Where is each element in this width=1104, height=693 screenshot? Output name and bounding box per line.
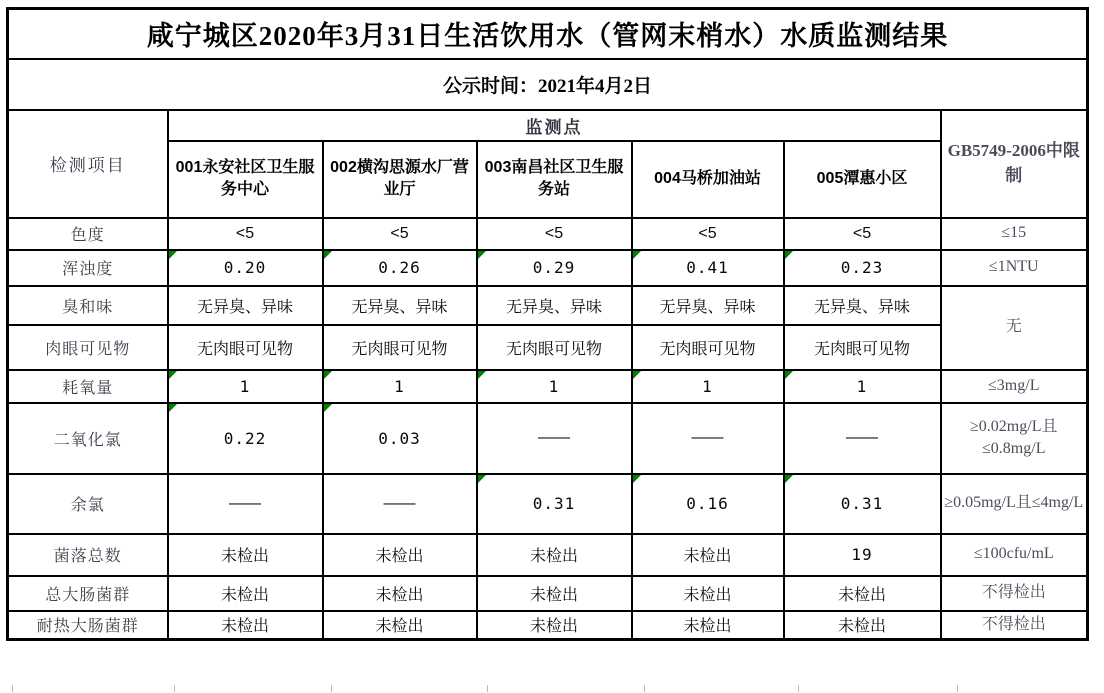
site-header-1: 001永安社区卫生服务中心 (168, 141, 323, 218)
value-cell: 0.22 (168, 403, 323, 474)
value-cell: 0.31 (784, 474, 941, 534)
value-cell: —— (784, 403, 941, 474)
site-header-2: 002横沟思源水厂营业厅 (323, 141, 477, 218)
limit-cell: ≤15 (941, 218, 1088, 250)
value-cell: 无肉眼可见物 (632, 325, 784, 370)
table-row (8, 611, 1088, 640)
cell-corner-triangle-icon (633, 251, 641, 259)
value-cell: 无异臭、异味 (784, 286, 941, 325)
value-cell: <5 (477, 218, 632, 250)
subtitle-row (8, 59, 1088, 110)
table-row (8, 534, 1088, 576)
table-row (8, 250, 1088, 286)
row-label: 耗氧量 (8, 370, 168, 403)
water-quality-report-sheet (6, 7, 1089, 641)
monitoring-points-header: 监测点 (168, 110, 941, 141)
value-cell: 无异臭、异味 (168, 286, 323, 325)
cell-corner-triangle-icon (324, 371, 332, 379)
cell-corner-triangle-icon (785, 475, 793, 483)
cell-corner-triangle-icon (633, 371, 641, 379)
cell-corner-triangle-icon (478, 371, 486, 379)
table-row (8, 325, 1088, 370)
table-row (8, 218, 1088, 250)
cell-corner-triangle-icon (169, 251, 177, 259)
value-cell: 未检出 (632, 611, 784, 640)
value-cell: 1 (323, 370, 477, 403)
value-cell: 未检出 (168, 534, 323, 576)
value-cell: 1 (477, 370, 632, 403)
title-row (8, 9, 1088, 59)
publish-time-label: 公示时间：2021年4月2日 (8, 59, 1088, 110)
table-row (8, 403, 1088, 474)
site-header-5: 005潭惠小区 (784, 141, 941, 218)
cell-corner-triangle-icon (785, 251, 793, 259)
row-label: 浑浊度 (8, 250, 168, 286)
value-cell: 1 (168, 370, 323, 403)
row-label: 总大肠菌群 (8, 576, 168, 611)
table-row (8, 370, 1088, 403)
row-label: 色度 (8, 218, 168, 250)
value-cell: 1 (784, 370, 941, 403)
value-cell: 未检出 (784, 611, 941, 640)
cell-corner-triangle-icon (324, 404, 332, 412)
value-cell: 未检出 (323, 534, 477, 576)
row-label: 肉眼可见物 (8, 325, 168, 370)
limit-cell: ≤3mg/L (941, 370, 1088, 403)
table-row (8, 474, 1088, 534)
page-title: 咸宁城区2020年3月31日生活饮用水（管网末梢水）水质监测结果 (8, 9, 1088, 59)
cell-corner-triangle-icon (169, 404, 177, 412)
corner-header: 检测项目 (8, 110, 168, 218)
value-cell: <5 (323, 218, 477, 250)
value-cell: 未检出 (632, 534, 784, 576)
value-cell: <5 (784, 218, 941, 250)
value-cell: 未检出 (323, 576, 477, 611)
value-cell: 0.23 (784, 250, 941, 286)
value-cell: 无肉眼可见物 (477, 325, 632, 370)
value-cell: 未检出 (168, 576, 323, 611)
value-cell: 0.16 (632, 474, 784, 534)
limit-cell: 不得检出 (941, 576, 1088, 611)
header-row-group (8, 110, 1088, 141)
row-label: 余氯 (8, 474, 168, 534)
value-cell: 未检出 (477, 534, 632, 576)
cell-corner-triangle-icon (478, 475, 486, 483)
value-cell: 1 (632, 370, 784, 403)
header-row-sites (8, 141, 1088, 218)
row-label: 二氧化氯 (8, 403, 168, 474)
limit-cell: ≤100cfu/mL (941, 534, 1088, 576)
table-row (8, 286, 1088, 325)
limit-standard-header: GB5749-2006中限制 (941, 110, 1088, 218)
value-cell: 未检出 (477, 611, 632, 640)
value-cell: <5 (168, 218, 323, 250)
value-cell: 未检出 (323, 611, 477, 640)
value-cell: —— (168, 474, 323, 534)
limit-cell: 无 (941, 286, 1088, 370)
value-cell: —— (632, 403, 784, 474)
value-cell: 0.26 (323, 250, 477, 286)
value-cell: —— (323, 474, 477, 534)
value-cell: 无异臭、异味 (477, 286, 632, 325)
site-header-3: 003南昌社区卫生服务站 (477, 141, 632, 218)
value-cell: 未检出 (168, 611, 323, 640)
cell-corner-triangle-icon (633, 475, 641, 483)
value-cell: 无异臭、异味 (323, 286, 477, 325)
row-label: 耐热大肠菌群 (8, 611, 168, 640)
cell-corner-triangle-icon (478, 251, 486, 259)
value-cell: 0.03 (323, 403, 477, 474)
value-cell: 无肉眼可见物 (323, 325, 477, 370)
limit-cell: ≤1NTU (941, 250, 1088, 286)
value-cell: —— (477, 403, 632, 474)
value-cell: 未检出 (477, 576, 632, 611)
site-header-4: 004马桥加油站 (632, 141, 784, 218)
value-cell: <5 (632, 218, 784, 250)
value-cell: 无异臭、异味 (632, 286, 784, 325)
value-cell: 未检出 (784, 576, 941, 611)
value-cell: 无肉眼可见物 (168, 325, 323, 370)
value-cell: 0.31 (477, 474, 632, 534)
table-row (8, 576, 1088, 611)
cell-corner-triangle-icon (324, 251, 332, 259)
limit-cell: 不得检出 (941, 611, 1088, 640)
value-cell: 0.20 (168, 250, 323, 286)
value-cell: 0.29 (477, 250, 632, 286)
water-quality-table (6, 7, 1089, 641)
value-cell: 0.41 (632, 250, 784, 286)
value-cell: 19 (784, 534, 941, 576)
value-cell: 未检出 (632, 576, 784, 611)
row-label: 臭和味 (8, 286, 168, 325)
row-label: 菌落总数 (8, 534, 168, 576)
cell-corner-triangle-icon (169, 371, 177, 379)
value-cell: 无肉眼可见物 (784, 325, 941, 370)
limit-cell: ≥0.05mg/L且≤4mg/L (941, 474, 1088, 534)
limit-cell: ≥0.02mg/L且≤0.8mg/L (941, 403, 1088, 474)
cell-corner-triangle-icon (785, 371, 793, 379)
excel-gridline-stubs (12, 685, 1104, 693)
